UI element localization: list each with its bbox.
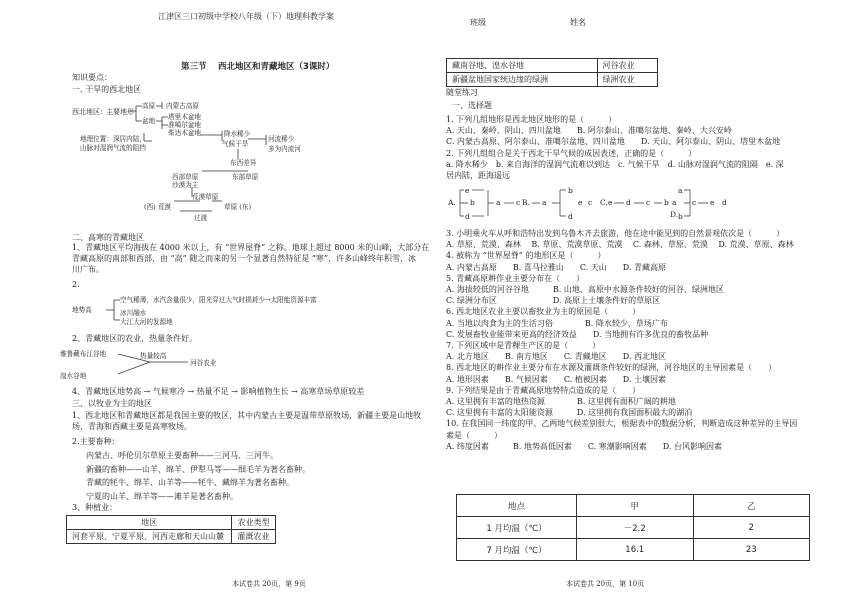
dg3-valley-agri: 河谷农业 bbox=[190, 359, 217, 367]
q2-opt-d-node: e bbox=[710, 198, 715, 207]
table-row bbox=[457, 517, 810, 539]
class-label: 班级 bbox=[470, 18, 486, 27]
dg3-huangshui: 湟水谷地 bbox=[60, 372, 87, 380]
table-cell: 灌溉农业 bbox=[232, 530, 276, 544]
dg-geo2: 山脉对湿润气流的阻挡 bbox=[80, 144, 146, 152]
question-line: 3. 小明乘火车从呼和浩特出发到乌鲁木齐去旅游，他在途中能见到的自然景观依次是（ ） bbox=[446, 229, 785, 238]
q2-opt-c-label: C. bbox=[600, 198, 608, 207]
question-line: 8. 西北地区的耕作业主要分布在水源及灌溉条件较好的绿洲，河谷地区的主导因素是（ ） bbox=[446, 363, 777, 373]
dg-geo: 地理位置：深居内陆， bbox=[80, 135, 146, 143]
q2-opt-c-node: e bbox=[608, 198, 613, 207]
question-line: 6. 西北地区农业主要以畜牧业为主的原因是（ ） bbox=[446, 307, 641, 317]
dg-climate: 气候干旱 bbox=[222, 140, 249, 148]
section-2-heading: 二、高寒的青藏地区 bbox=[72, 233, 144, 242]
table-cell: 绿洲农业 bbox=[597, 73, 658, 87]
right-page-footer: 本试卷共 20页，第 10页 bbox=[566, 580, 645, 588]
table-header-cell: 甲 bbox=[577, 495, 693, 517]
dg-over: 过渡 bbox=[194, 214, 208, 222]
table-cell: 1 月均温（℃） bbox=[457, 517, 577, 539]
question-line: 5. 青藏高原耕作业主要分布在（ ） bbox=[446, 273, 585, 283]
section-title: 第三节 西北地区和青藏地区（3课时） bbox=[181, 62, 335, 72]
question-line: 2. 下列几组组合是关于西北干旱气候的成因表述，正确的是（ ） bbox=[446, 148, 697, 158]
q2-opt-b-node: c bbox=[588, 198, 593, 207]
planting-table bbox=[66, 515, 276, 544]
question-line: 1. 下列几组地形是西北地区地形的是（ ） bbox=[446, 115, 617, 124]
question-line: A. 这里拥有丰富的地热资源 B. 这里拥有面积广阔的耕地 bbox=[446, 397, 676, 407]
table-row bbox=[457, 539, 810, 561]
table-header-cell: 农业类型 bbox=[232, 516, 276, 530]
q2-opt-d-node: b bbox=[678, 212, 683, 221]
question-line: a. 降水稀少 b. 来自海洋的湿润气流难以到达 c. 气候干旱 d. 山脉对湿润气流的阻隔 e. 深 bbox=[446, 159, 784, 169]
valley-agriculture-diagram bbox=[60, 346, 260, 380]
question-line: 7. 下列区域中是青稞生产区的是（ ） bbox=[446, 341, 601, 351]
table-header-row bbox=[457, 495, 810, 517]
arid-northwest-diagram bbox=[72, 97, 312, 227]
table-header-row bbox=[67, 516, 276, 530]
dg-junggar: 准噶尔盆地 bbox=[168, 121, 201, 129]
dg-tarim: 塔里木盆地 bbox=[168, 113, 201, 121]
dg-inland: 多为内流河 bbox=[268, 145, 301, 153]
dg-prairie: 草原 (东) bbox=[224, 203, 252, 211]
choice-heading: 一、选择题 bbox=[452, 101, 492, 110]
para-1-line: 川广布。 bbox=[72, 265, 104, 275]
question-line: 9. 下列结果是由于青藏高原地势特点造成的是（ ） bbox=[446, 385, 641, 395]
name-label: 姓名 bbox=[570, 18, 586, 27]
dg-region: 西北地区： bbox=[72, 108, 107, 116]
table-header-cell: 地区 bbox=[67, 516, 232, 530]
q2-opt-a-node: e bbox=[465, 186, 470, 195]
dg2-bottom1: 冰川融水 bbox=[120, 309, 147, 317]
breed-item: 内蒙古、呼伦贝尔草原主要畜种——三河马、三河牛。 bbox=[86, 451, 278, 460]
para-1 bbox=[72, 242, 442, 276]
q2-opt-d-node: d bbox=[722, 198, 727, 207]
table-row bbox=[447, 73, 658, 87]
dg-rivers: 河流稀少 bbox=[268, 135, 295, 143]
para-6: 2.主要畜种： bbox=[72, 437, 120, 446]
temperature-table bbox=[456, 494, 810, 561]
dg-inner-mongolia: 内蒙古高原 bbox=[166, 102, 199, 110]
dg2-high: 地势高 bbox=[72, 306, 92, 314]
q2-opt-a-node: d bbox=[465, 212, 470, 221]
breed-item: 宁夏的山羊、绵羊等——滩羊是著名畜种。 bbox=[86, 491, 238, 501]
para-1-line: 青藏高原的南部和西部，由 “高” 随之而来的另一个显著自然特征是 “寒”，许多山峰终年积雪，冰 bbox=[72, 254, 416, 264]
dg3-yarlung: 雅鲁藏布江谷地 bbox=[60, 350, 107, 358]
question-line: A. 草原、荒漠、森林 B. 草原、荒漠草原、荒漠 C. 森林、草原、荒漠 D. 荒漠、草原、森林 bbox=[446, 240, 794, 250]
table-cell: 7 月均温（℃） bbox=[457, 539, 577, 561]
dg-transition: 荒漠草原 bbox=[192, 193, 219, 201]
question-line: A. 天山、秦岭、阴山、四川盆地 B. 阿尔泰山、准噶尔盆地、秦岭、大兴安岭 bbox=[446, 126, 732, 136]
questions-1-2 bbox=[446, 114, 816, 181]
para-3: 2、青藏地区的农业，热量条件好。 bbox=[72, 334, 198, 343]
q2-opt-d-label: D. bbox=[670, 210, 679, 219]
section-1-heading: 一. 干旱的西北地区 bbox=[72, 85, 142, 94]
breeds-list bbox=[86, 449, 310, 503]
breed-item: 新疆的畜种——山羊、绵羊、伊犁马等——细毛羊为著名畜种。 bbox=[86, 464, 310, 474]
section-3-heading: 三、以牧业为主的地区 bbox=[72, 399, 152, 408]
question-line: 10. 在我国同一纬度的甲、乙两地气候差别很大，根据表中的数据分析，判断造成这种差异的主导因 bbox=[446, 419, 798, 429]
table-header-cell: 地点 bbox=[457, 495, 577, 517]
table-cell: 16.1 bbox=[577, 539, 693, 561]
dg-qaidam: 柴达木盆地 bbox=[168, 129, 201, 137]
q2-opt-b-node: d bbox=[568, 212, 573, 221]
table-cell: 23 bbox=[693, 539, 810, 561]
dg-plateau: 高原 bbox=[142, 102, 156, 110]
question-line: C. 这里拥有丰富的太阳能资源 D. 这里拥有我国面积最大的湖泊 bbox=[446, 408, 693, 418]
q2-opt-b-node: a bbox=[542, 198, 547, 207]
para-7: 3、种植业： bbox=[72, 503, 118, 512]
para-5-line: 1、西北地区和青藏地区都是我国主要的牧区，其中内蒙古主要是温带草原牧场，新疆主要是山地牧 bbox=[72, 411, 422, 420]
q2-opt-b-node: e bbox=[578, 198, 583, 207]
q2-opt-c-node: a bbox=[672, 198, 677, 207]
high-altitude-diagram bbox=[72, 292, 402, 330]
breed-item: 青藏的牦牛、绵羊、山羊等——牦牛、藏绵羊为著名畜种。 bbox=[86, 478, 294, 487]
table-cell: 2 bbox=[693, 517, 810, 539]
q2-opt-a-node: b bbox=[470, 198, 475, 207]
table-cell: 新疆盆地国家统边缘的绿洲 bbox=[447, 73, 598, 87]
dg-west-label: (西) 荒漠 bbox=[144, 203, 172, 211]
question-line: C. 发展畜牧业能带来更高的经济效益 D. 当地拥有许多优良的畜牧品种 bbox=[446, 329, 709, 339]
q2-opt-a-node: a bbox=[496, 198, 501, 207]
question-line: 素是（ ） bbox=[446, 430, 502, 440]
table-row bbox=[67, 530, 276, 544]
q2-opt-c-node: b bbox=[664, 198, 669, 207]
para-1-line: 1、青藏地区平均海拔在 4000 米以上，有 “世界屋脊” 之称。地球上超过 8000 米的山峰，大部分在 bbox=[72, 243, 430, 252]
para-4: 4、青藏地区地势高 → 气候寒冷 → 热量不足 → 影响植物生长 → 高寒草场草原较差 bbox=[72, 387, 365, 396]
questions-3-10 bbox=[446, 228, 826, 452]
table-cell: 河谷农业 bbox=[597, 59, 658, 73]
dg-east: 东部草原 bbox=[232, 173, 259, 181]
dg-desert: 沙漠为主 bbox=[172, 181, 199, 189]
question-line: C. 内蒙古高原、阿尔泰山、准噶尔盆地、四川盆地 D. 天山、阿尔泰山、阴山、塔里木盆地 bbox=[446, 137, 781, 147]
para-2-num: 2. bbox=[72, 280, 80, 289]
q2-opt-d-node: c bbox=[692, 198, 697, 207]
table-cell: －2.2 bbox=[577, 517, 693, 539]
dg2-top: 空气稀薄，水汽含量很少，阳光穿过大气时损耗少→太阳能资源丰富 bbox=[120, 296, 317, 304]
para-5 bbox=[72, 410, 442, 432]
question-line: A. 内蒙古高原 B. 喜马拉雅山 C. 天山 D. 青藏高原 bbox=[446, 262, 666, 272]
table-cell: 河套平原、宁夏平原、河西走廊和天山山麓 bbox=[67, 530, 232, 544]
question-line: 4. 被称为 “世界屋脊” 的地形区是（ ） bbox=[446, 251, 606, 261]
q2-flow-options bbox=[448, 184, 748, 222]
question-line: A. 北方地区 B. 南方地区 C. 青藏地区 D. 西北地区 bbox=[446, 352, 666, 362]
agri-type-table bbox=[446, 58, 658, 87]
table-header-cell: 乙 bbox=[693, 495, 810, 517]
doc-header-title: 江津区三口初级中学校八年级（下）地理科教学案 bbox=[158, 12, 334, 21]
question-line: 居内陆，距海遥远 bbox=[446, 171, 510, 181]
dg-terrain: 主要地形 bbox=[106, 108, 134, 116]
q2-opt-c-node: c bbox=[646, 198, 651, 207]
dg3-heat: 热量较高 bbox=[140, 352, 167, 360]
q2-opt-b-label: B. bbox=[522, 198, 530, 207]
q2-opt-c-node: d bbox=[626, 198, 631, 207]
table-cell: 藏南谷地、湟水谷地 bbox=[447, 59, 598, 73]
question-line: A. 纬度因素 B. 地势高低因素 C. 寒潮影响因素 D. 台风影响因素 bbox=[446, 441, 722, 451]
q2-opt-d-node: a bbox=[678, 186, 683, 195]
question-line: A. 当地以肉食为主的生活习俗 B. 降水较少，草场广布 bbox=[446, 318, 668, 328]
dg-west: 西部草原 bbox=[172, 173, 199, 181]
q2-opt-a-node: c bbox=[516, 198, 521, 207]
q2-opt-a-label: A. bbox=[448, 198, 456, 207]
q2-flow-lines bbox=[448, 184, 748, 222]
practice-heading: 随堂练习 bbox=[446, 88, 478, 97]
dg2-bottom2: 大江大河的发源地 bbox=[120, 318, 173, 326]
question-line: C. 绿洲分布区 D. 高原上土壤条件好的草原区 bbox=[446, 296, 661, 306]
question-line: A. 地形因素 B. 气候因素 C. 植被因素 D. 土壤因素 bbox=[446, 374, 666, 384]
table-row bbox=[447, 59, 658, 73]
q2-opt-b-node: b bbox=[568, 186, 573, 195]
left-page-footer: 本试卷共 20页，第 9页 bbox=[232, 580, 306, 588]
dg-ew: 东西差异 bbox=[230, 159, 257, 167]
dg-precip: 降水稀少 bbox=[224, 130, 251, 138]
dg-basin: 盆地 bbox=[142, 117, 156, 125]
para-5-line: 场，青海和西藏主要是高寒牧场。 bbox=[72, 422, 192, 432]
knowledge-heading: 知识要点： bbox=[72, 73, 112, 82]
question-line: A. 海拔较低的河谷谷地 B. 山地、高原中水源条件较好的河谷、绿洲地区 bbox=[446, 285, 724, 295]
